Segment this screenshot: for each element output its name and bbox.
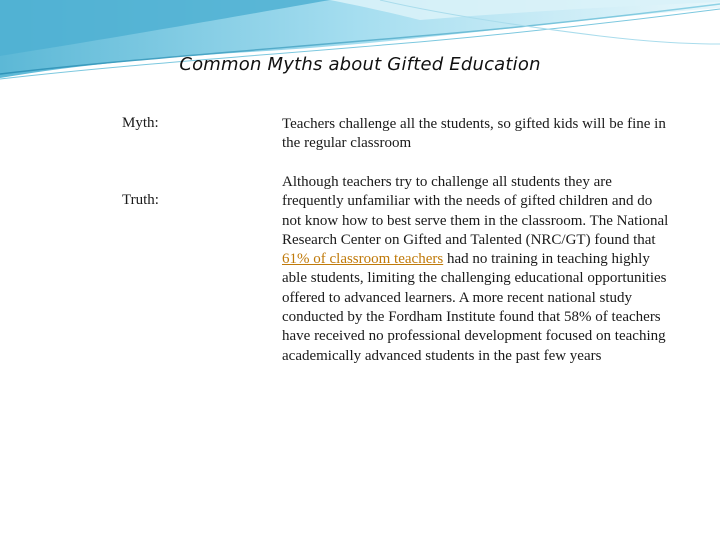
truth-label: Truth:	[122, 192, 159, 208]
statistic-link[interactable]: 61% of classroom teachers	[282, 251, 444, 268]
myth-text: Teachers challenge all the students, so gifted kids will be fine in the regular classroom	[282, 116, 666, 152]
slide-title: Common Myths about Gifted Education	[179, 54, 541, 75]
header-swoosh-graphic	[0, 0, 720, 90]
myth-label: Myth:	[122, 115, 159, 131]
truth-text	[282, 173, 674, 366]
truth-text-part-2: had no training in teaching highly able students, limiting the challenging educational opportunities offered to advanced learners. A more recent national study conducted by the Fordham Institute found that 58% of teachers have received no professional development focused on teaching academically advanced students in the past few years	[282, 251, 667, 364]
truth-text-part-1: Although teachers try to challenge all students they are frequently unfamiliar with the needs of gifted children and do not know how to best serve them in the classroom. The National Research Center on Gifted and Talented (NRC/GT) found that	[282, 174, 669, 248]
